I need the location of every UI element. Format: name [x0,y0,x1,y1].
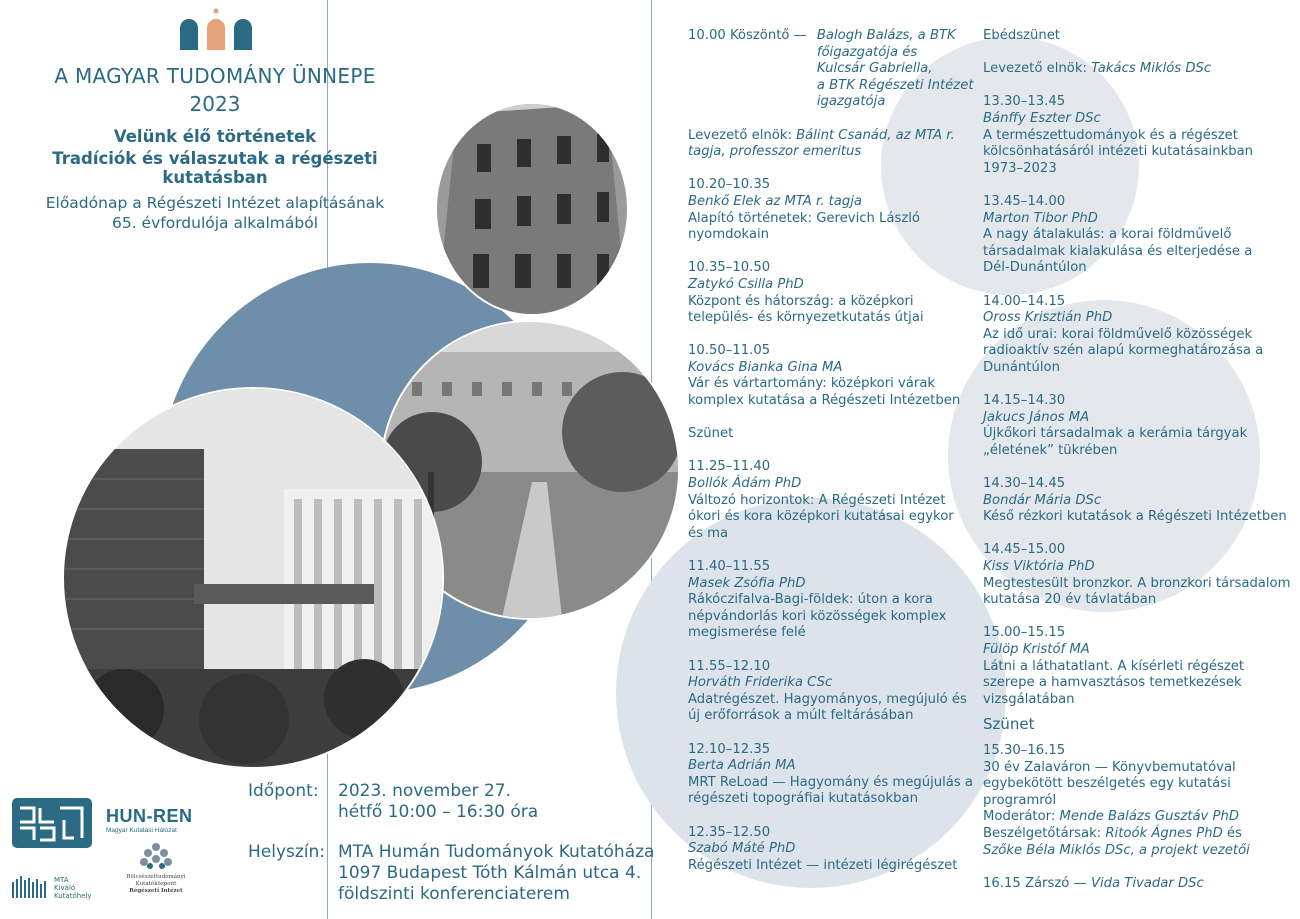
description [30,193,400,233]
item-title-line: komplex kutatása a Régészeti Intézetben [688,393,961,409]
program-item [983,94,1295,177]
program-item [688,459,978,542]
item-title-line: település- és környezetkutatás útjai [688,310,924,326]
closing-speaker: Vida Tivadar DSc [1090,875,1204,891]
item-title-line: és ma [688,525,729,541]
program-item [983,542,1295,608]
time-label: Időpont: [248,781,319,801]
hunren-name: HUN-REN [106,806,193,826]
item-time: 12.35–12.50 [688,824,771,840]
program-item [983,393,1295,459]
program-item [688,659,978,725]
btk-line-2: Kutatóközpont [135,881,177,887]
item-speaker: Fülöp Kristóf MA [983,641,1090,657]
item-title-line: vizsgálatában [983,691,1075,707]
item-time: 14.15–14.30 [983,393,1066,409]
item-time: 13.30–13.45 [983,94,1066,110]
closing-item [983,876,1295,893]
place-line-1: MTA Humán Tudományok Kutatóháza [338,842,655,862]
btk-logo [118,842,194,895]
top-logo [180,8,252,54]
item-time: 14.00–14.15 [983,293,1066,309]
item-title-line: egybekötött beszélgetés egy kutatási [983,776,1231,792]
item-title-line: Dél-Dunántúlon [983,260,1087,276]
hunren-subtitle: Magyar Kutatási Hálózat [106,827,177,834]
item-title-line: új erőforrások a múlt feltárásában [688,708,914,724]
subtitle-line-1: Velünk élő történetek [113,127,317,146]
chair-name-2: tagja, professzor emeritus [688,144,862,160]
btk-line-3: Régészeti Intézet [129,888,183,894]
place-line-2: 1097 Budapest Tóth Kálmán utca 4. [338,863,642,883]
item-time: 15.00–15.15 [983,625,1066,641]
final-program-item [983,743,1295,859]
item-speaker: Bondár Mária DSc [983,492,1102,508]
date-text: 2023. november 27. [338,781,512,801]
chair-block-morning [688,128,978,161]
program-item [983,625,1295,708]
partners-prefix: Beszélgetőtársak: [983,825,1102,841]
item-title-line: programról [983,792,1057,808]
item-title-line: nyomdokain [688,227,770,243]
program-item [688,559,978,642]
mta-logo [12,876,92,900]
item-speaker: Benkő Elek az MTA r. tagja [688,193,862,209]
subtitle-line-2: Tradíciók és válaszutak a régészeti kutatásban [52,149,378,187]
item-title-line: ókori és kora középkori kutatásai egykor [688,509,954,525]
event-title: A MAGYAR TUDOMÁNY ÜNNEPE [54,64,376,88]
photo-modern-building [62,387,444,769]
item-title-line: Látni a láthatatlant. A kísérleti régészet [983,658,1245,674]
program-item [688,177,978,243]
break-label: Szünet [688,426,734,442]
item-time: 14.45–15.00 [983,542,1066,558]
hunren-logo [106,806,193,834]
item-title-line: A nagy átalakulás: a korai földművelő [983,227,1232,243]
item-title-line: kutatása 20 év távlatában [983,592,1157,608]
item-speaker: Zatykó Csilla PhD [688,276,804,292]
item-speaker: Oross Krisztián PhD [983,310,1113,326]
item-speaker: Bollók Ádám PhD [688,476,802,492]
moderator-prefix: Moderátor: [983,809,1056,825]
chair-prefix: Levezető elnök: [983,61,1087,77]
item-title-line: Központ és hátország: a középkori [688,293,914,309]
item-title-line: Vár és vártartomány: középkori várak [688,376,936,392]
chair-block-afternoon [983,61,1295,78]
program-item [983,294,1295,377]
item-time: 14.30–14.45 [983,476,1066,492]
item-speaker: Kovács Bianka Gina MA [688,359,843,375]
welcome-line-4: a BTK Régészeti Intézet [816,77,974,93]
event-place [338,842,654,905]
item-speaker: Horváth Friderika CSc [688,675,833,691]
welcome-line-5: igazgatója [816,94,886,110]
program-item [983,476,1295,526]
item-time: 10.35–10.50 [688,260,771,276]
chair-name: Takács Miklós DSc [1091,61,1212,77]
item-title-line: A természettudományok és a régészet [983,127,1238,143]
item-time: 13.45–14.00 [983,193,1066,209]
item-title-line: megismerése felé [688,625,806,641]
item-title-line: MRT ReLoad — Hagyomány és megújulás a [688,774,974,790]
item-speaker: Kiss Viktória PhD [983,559,1095,574]
welcome-time: 10.00 Köszöntő — [688,28,807,43]
item-time: 10.20–10.35 [688,177,771,193]
program-item [983,194,1295,277]
item-speaker: Masek Zsófia PhD [688,575,806,591]
place-line-3: földszinti konferenciaterem [338,884,570,904]
program-item [688,825,978,875]
partners-and: és [1222,825,1242,841]
item-title-line: 30 év Zalaváron — Könyvbemutatóval [983,759,1236,775]
hours-text: hétfő 10:00 – 16:30 óra [338,802,539,822]
welcome-block [688,28,978,111]
mta-bars-icon [12,876,50,898]
item-title-line: Régészeti Intézet — intézeti légirégészet [688,857,958,873]
item-title-line: kölcsönhatásáról intézeti kutatásainkban [983,144,1254,160]
item-speaker: Marton Tibor PhD [983,210,1098,226]
item-speaker: Szabó Máté PhD [688,841,796,857]
btk-emblem-icon [138,842,174,870]
program-right-column [983,28,1295,892]
item-title-line: „életének” tükrében [983,442,1118,458]
chair-name: Bálint Csanád, az MTA r. [796,127,955,143]
item-speaker: Bánffy Eszter DSc [983,110,1101,126]
mta-line-3: Kutatóhely [54,892,92,900]
partner-name-1: Ritoók Ágnes PhD [1105,825,1223,841]
item-title-line: Változó horizontok: A Régészeti Intézet [688,492,946,508]
item-title-line: Dunántúlon [983,359,1060,375]
closing-time: 16.15 Zárszó — [983,875,1087,891]
welcome-line-3: Kulcsár Gabriella, [816,61,933,77]
item-title-line: szerepe a hamvasztásos temetkezések [983,675,1242,691]
item-title-line: Megtestesült bronzkor. A bronzkori társadalom [983,575,1291,591]
item-title-line: Adatrégészet. Hagyományos, megújuló és [688,691,967,707]
welcome-line-2: főigazgatója és [816,44,918,60]
item-title-line: Alapító történetek: Gerevich László [688,210,921,226]
item-speaker: Berta Adrián MA [688,758,796,774]
program-item [688,260,978,326]
program-left-column [688,28,978,874]
item-title-line: Az idő urai: korai földművelő közösségek [983,326,1253,342]
item-title-line: Rákóczifalva-Bagi-földek: úton a kora [688,592,933,608]
event-date [338,781,538,823]
lunch-break-label: Ebédszünet [983,28,1060,43]
item-title-line: Újkőkori társadalmak a kerámia tárgyak [983,426,1248,442]
item-time: 12.10–12.35 [688,741,771,757]
institute-logo-icon [12,798,92,852]
item-time: 11.25–11.40 [688,459,771,475]
break-label: Szünet [983,715,1035,734]
item-time: 11.55–12.10 [688,658,771,674]
item-time: 11.40–11.55 [688,559,771,574]
item-title-line: Késő rézkori kutatások a Régészeti Intézetben [983,509,1287,525]
mta-line-1: MTA [54,876,69,884]
description-line-2: 65. évfordulója alkalmából [111,214,319,232]
item-time: 10.50–11.05 [688,343,771,359]
item-time: 15.30–16.15 [983,742,1066,758]
program-item [688,343,978,409]
item-title-line: népvándorlás kori közösségek komplex [688,608,947,624]
description-line-1: Előadónap a Régészeti Intézet alapításának [45,194,385,212]
partner-name-2: Szőke Béla Miklós DSc, a projekt vezetői [983,842,1250,858]
btk-line-1: Bölcsészettudományi [126,874,186,880]
program-item [688,742,978,808]
moderator-name: Mende Balázs Gusztáv PhD [1059,809,1239,825]
item-title-line: radioaktív szén alapú kormeghatározása a [983,343,1264,359]
mta-line-2: Kiváló [54,884,76,892]
item-speaker: Jakucs János MA [983,409,1090,425]
item-title-line: 1973–2023 [983,160,1057,176]
photo-ruined-building [435,102,629,316]
welcome-line-1: Balogh Balázs, a BTK [816,28,956,43]
item-title-line: társadalmak kialakulása és elterjedése a [983,243,1253,259]
event-year: 2023 [189,92,241,116]
item-title-line: régészeti topográfiai kutatásokban [688,791,918,807]
place-label: Helyszín: [248,842,326,862]
chair-prefix: Levezető elnök: [688,127,792,143]
